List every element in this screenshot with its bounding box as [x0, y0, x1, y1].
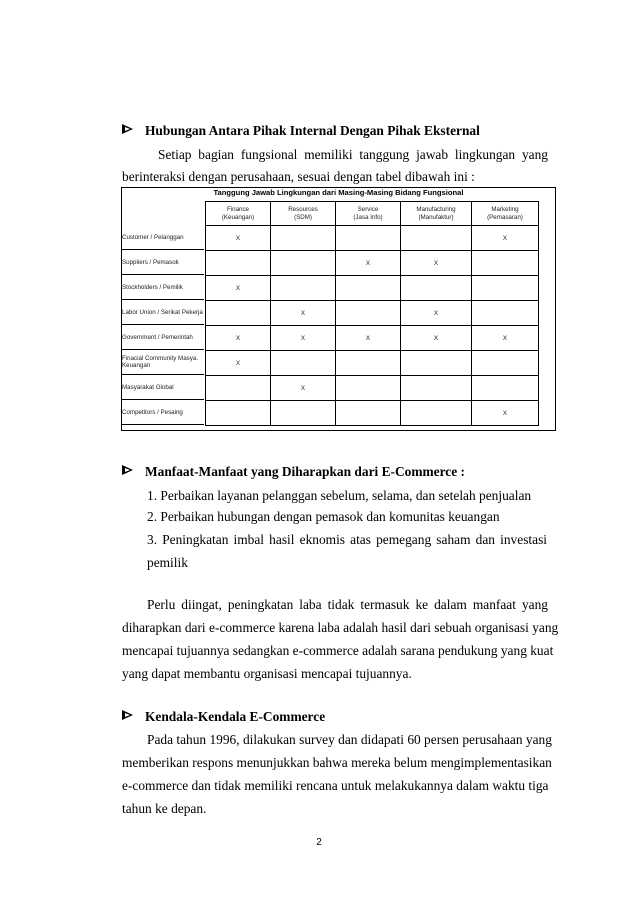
- table-cell: X: [271, 301, 336, 326]
- column-header: Service (Jasa Info): [336, 202, 401, 226]
- table-cell: [271, 351, 336, 376]
- section1-line-2: berinteraksi dengan perusahaan, sesuai dengan tabel dibawah ini :: [122, 169, 475, 184]
- page-number: 2: [316, 837, 322, 848]
- table-cell: [206, 301, 271, 326]
- obstacles-paragraph-line-1: Pada tahun 1996, dilakukan survey dan didapati 60 persen perusahaan yang: [147, 732, 552, 747]
- table-cell: [472, 376, 539, 401]
- section-heading-external-relations: Hubungan Antara Pihak Internal Dengan Pihak Eksternal: [145, 123, 480, 138]
- row-label: Competitors / Pesaing: [122, 400, 204, 425]
- table-row: [206, 376, 539, 401]
- column-header: Finance (Keuangan): [206, 202, 271, 226]
- benefit-item-3: 3. Peningkatan imbal hasil eknomis atas pemegang saham dan investasi: [147, 532, 547, 547]
- table-cell: [401, 376, 472, 401]
- table-cell: X: [206, 351, 271, 376]
- benefit-item-3-continued: pemilik: [147, 555, 188, 570]
- table-cell: [401, 351, 472, 376]
- table-cell: [472, 351, 539, 376]
- benefits-paragraph-line-1: Perlu diingat, peningkatan laba tidak termasuk ke dalam manfaat yang: [147, 597, 548, 612]
- row-label: Stockholders / Pemilik: [122, 275, 204, 300]
- section1-line-1: Setiap bagian fungsional memiliki tanggung jawab lingkungan yang: [158, 147, 548, 162]
- table-cell: X: [472, 326, 539, 351]
- table-cell: X: [401, 326, 472, 351]
- table-cell: [472, 301, 539, 326]
- table-cell: [206, 401, 271, 426]
- table-cell: X: [472, 401, 539, 426]
- benefit-item-1: 1. Perbaikan layanan pelanggan sebelum, selama, dan setelah penjualan: [147, 488, 532, 503]
- table-cell: [271, 276, 336, 301]
- table-cell: [472, 276, 539, 301]
- table-cell: [401, 276, 472, 301]
- arrow-bullet-icon: [122, 710, 136, 721]
- table-cell: [336, 376, 401, 401]
- table-cell: [336, 351, 401, 376]
- table-cell: X: [401, 301, 472, 326]
- benefits-paragraph-line-4: yang dapat membantu organisasi mencapai tujuannya.: [122, 666, 412, 681]
- table-cell: [271, 251, 336, 276]
- obstacles-paragraph-line-4: tahun ke depan.: [122, 801, 207, 816]
- benefits-paragraph-line-3: mencapai tujuannya sedangkan e-commerce adalah sarana pendukung yang kuat: [122, 643, 554, 658]
- table-cell: X: [206, 276, 271, 301]
- table-cell: [336, 401, 401, 426]
- table-row: [206, 326, 539, 351]
- table-cell: [401, 226, 472, 251]
- table-header-row: [206, 202, 539, 226]
- arrow-bullet-icon: [122, 465, 136, 476]
- table-cell: X: [271, 326, 336, 351]
- responsibility-table-figure: [121, 187, 556, 431]
- arrow-bullet-icon: [122, 124, 136, 135]
- table-cell: [271, 226, 336, 251]
- table-cell: X: [206, 326, 271, 351]
- table-cell: X: [336, 251, 401, 276]
- column-header: Manufacturing (Manufaktur): [401, 202, 472, 226]
- section-heading-obstacles: Kendala-Kendala E-Commerce: [145, 709, 326, 724]
- table-cell: [401, 401, 472, 426]
- column-header: Marketing (Pemasaran): [472, 202, 539, 226]
- table-cell: X: [472, 226, 539, 251]
- table-row: [206, 401, 539, 426]
- section-heading-benefits: Manfaat-Manfaat yang Diharapkan dari E-Commerce :: [145, 464, 465, 479]
- row-label: Suppliers / Pemasok: [122, 250, 204, 275]
- table-cell: [271, 401, 336, 426]
- row-label: Finacial Community Masya. Keuangan: [122, 350, 204, 375]
- row-label: Government / Pemerintah: [122, 325, 204, 350]
- table-cell: X: [336, 326, 401, 351]
- table-row: [206, 251, 539, 276]
- table-row: [206, 301, 539, 326]
- row-label: Customer / Pelanggan: [122, 225, 204, 250]
- table-cell: X: [271, 376, 336, 401]
- table-cell: [206, 251, 271, 276]
- table-cell: [206, 376, 271, 401]
- table-cell: X: [206, 226, 271, 251]
- responsibility-table: [205, 201, 539, 426]
- table-cell: X: [401, 251, 472, 276]
- table-row: [206, 276, 539, 301]
- table-cell: [336, 276, 401, 301]
- row-label: Labor Union / Serikat Pekerja: [122, 300, 204, 325]
- table-cell: [336, 226, 401, 251]
- benefits-paragraph-line-2: diharapkan dari e-commerce karena laba adalah hasil dari sebuah organisasi yang: [122, 620, 559, 635]
- table-row: [206, 226, 539, 251]
- table-cell: [472, 251, 539, 276]
- benefit-item-2: 2. Perbaikan hubungan dengan pemasok dan komunitas keuangan: [147, 509, 500, 524]
- row-label: Masyarakat Global: [122, 375, 204, 400]
- obstacles-paragraph-line-2: memberikan respons menunjukkan bahwa mereka belum mengimplementasikan: [122, 755, 552, 770]
- column-header: Resources (SDM): [271, 202, 336, 226]
- table-title: Tanggung Jawab Lingkungan dari Masing-Masing Bidang Fungsional: [213, 188, 464, 197]
- table-cell: [336, 301, 401, 326]
- table-row: [206, 351, 539, 376]
- obstacles-paragraph-line-3: e-commerce dan tidak memiliki rencana untuk melakukannya dalam waktu tiga: [122, 778, 549, 793]
